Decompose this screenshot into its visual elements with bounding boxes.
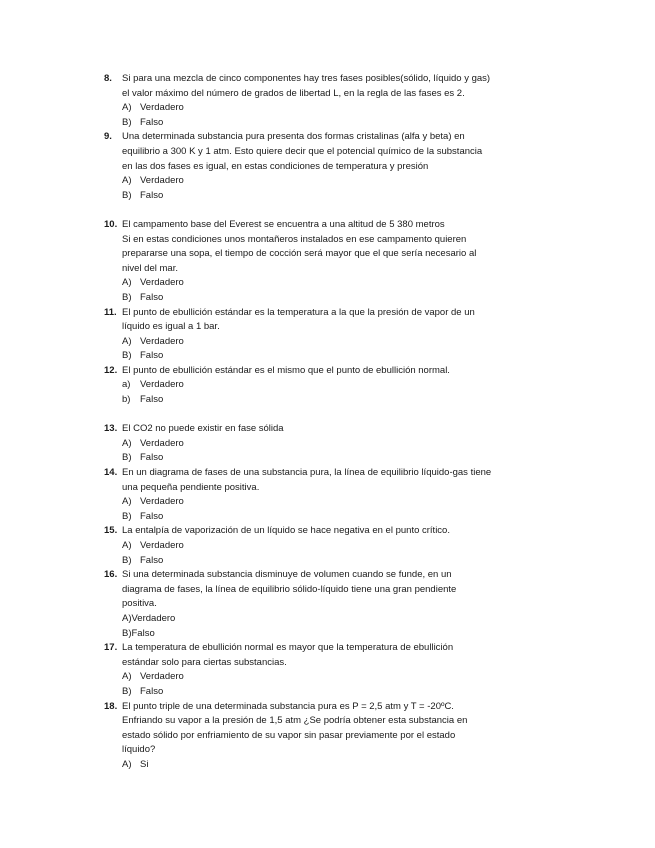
option-letter: A) (122, 612, 132, 624)
option-letter: B) (122, 291, 132, 303)
question-number: 18. (104, 700, 118, 712)
option-label: Verdadero (140, 335, 184, 347)
answer-option (122, 554, 655, 569)
question-text: El campamento base del Everest se encuentra a una altitud de 5 380 metros Si en estas condiciones unos montañeros instalados en ese campamento quieren prepararse una sopa, el tiempo de cocción será mayor que el que sería necesario al nivel del mar. (122, 218, 477, 274)
option-label: Verdadero (140, 437, 184, 449)
option-label: Falso (140, 452, 164, 464)
answer-option (122, 189, 655, 204)
option-letter: A) (122, 277, 132, 289)
question-number: 10. (104, 218, 118, 230)
question-item (0, 466, 655, 524)
question-text: Si para una mezcla de cinco componentes hay tres fases posibles(sólido, líquido y gas) el valor máximo del número de grados de libertad L, en la regla de las fases es 2. (122, 73, 491, 99)
question-text: El punto de ebullición estándar es el mismo que el punto de ebullición normal. (122, 364, 450, 376)
answer-option (122, 612, 655, 627)
option-letter: A) (122, 540, 132, 551)
option-letter: B) (122, 510, 132, 522)
option-label: Falso (140, 685, 164, 697)
question-item (0, 700, 655, 773)
question-item (0, 364, 655, 408)
option-letter: a) (122, 379, 131, 391)
question-text: El punto de ebullición estándar es la temperatura a la que la presión de vapor de un líquido es igual a 1 bar. (122, 306, 475, 333)
option-label: Falso (140, 394, 164, 406)
answer-option (122, 451, 655, 466)
question-item (0, 72, 655, 130)
answer-option (122, 174, 655, 189)
question-item (0, 524, 655, 568)
option-label: Falso (140, 554, 164, 566)
question-text: La temperatura de ebullición normal es mayor que la temperatura de ebullición estándar solo para ciertas substancias. (122, 642, 454, 668)
answer-option (122, 393, 655, 408)
option-label: Falso (140, 189, 164, 201)
question-number: 16. (104, 569, 118, 581)
option-letter: B) (122, 350, 132, 362)
answer-options (122, 101, 655, 130)
answer-option (122, 349, 655, 364)
answer-options (122, 758, 655, 773)
question-text: El CO2 no puede existir en fase sólida (122, 423, 284, 435)
option-letter: B) (122, 685, 132, 697)
question-number: 8. (104, 73, 112, 84)
question-text: El punto triple de una determinada substancia pura es P = 2,5 atm y T = -20ºC. Enfriando su vapor a la presión de 1,5 atm ¿Se podría obtener esta substancia en estado sólido por enfriamiento de su vapor sin pasar previamente por el estado líquido? (122, 700, 468, 756)
option-label: Falso (140, 116, 164, 128)
answer-options (122, 378, 655, 407)
answer-options (122, 174, 655, 203)
answer-options (122, 612, 655, 641)
answer-option (122, 291, 655, 306)
question-number: 11. (104, 306, 117, 318)
option-label: Verdadero (140, 540, 184, 551)
option-label: Falso (140, 291, 164, 303)
option-letter: A) (122, 758, 132, 770)
question-item (0, 641, 655, 699)
question-number: 17. (104, 642, 118, 654)
answer-option (122, 539, 655, 554)
option-letter: B) (122, 452, 132, 464)
spacer (0, 203, 655, 218)
question-number: 13. (104, 423, 118, 435)
question-item (0, 422, 655, 466)
option-label: Verdadero (140, 379, 184, 391)
question-number: 14. (104, 467, 118, 479)
answer-option (122, 627, 655, 642)
question-item (0, 218, 655, 306)
answer-option (122, 437, 655, 452)
answer-option (122, 335, 655, 350)
answer-options (122, 539, 655, 568)
answer-options (122, 495, 655, 524)
option-letter: b) (122, 394, 131, 406)
question-item (0, 306, 655, 364)
answer-option (122, 670, 655, 685)
answer-option (122, 101, 655, 116)
answer-option (122, 510, 655, 525)
option-letter: B) (122, 554, 132, 566)
question-number: 12. (104, 364, 118, 376)
question-item (0, 130, 655, 203)
answer-option (122, 495, 655, 510)
question-text: Si una determinada substancia disminuye de volumen cuando se funde, en un diagrama de fases, la línea de equilibrio sólido-líquido tiene una gran pendiente positiva. (122, 569, 457, 610)
option-letter: A) (122, 175, 132, 187)
option-label: Verdadero (131, 612, 176, 624)
option-label: Verdadero (140, 277, 184, 289)
option-label: Verdadero (140, 496, 184, 508)
option-label: Verdadero (140, 671, 184, 683)
option-label: Falso (131, 627, 155, 639)
answer-option (122, 378, 655, 393)
answer-options (122, 335, 655, 364)
option-label: Verdadero (140, 175, 184, 187)
answer-options (122, 670, 655, 699)
question-text: La entalpía de vaporización de un líquido se hace negativa en el punto crítico. (122, 525, 450, 537)
option-letter: A) (122, 437, 132, 449)
question-text: En un diagrama de fases de una substancia pura, la línea de equilibrio líquido-gas tiene una pequeña pendiente positiva. (122, 467, 492, 493)
answer-option (122, 276, 655, 291)
answer-option (122, 685, 655, 700)
answer-options (122, 276, 655, 305)
option-letter: A) (122, 496, 132, 508)
question-text: Una determinada substancia pura presenta dos formas cristalinas (alfa y beta) en equilibrio a 300 K y 1 atm. Esto quiere decir que el potencial químico de la substancia en las dos fases es igual, en estas condiciones de temperatura y presión (122, 131, 483, 172)
option-letter: B) (122, 627, 132, 639)
option-letter: A) (122, 102, 132, 114)
option-letter: A) (122, 335, 132, 347)
answer-options (122, 437, 655, 466)
spacer (0, 408, 655, 423)
option-letter: B) (122, 189, 132, 201)
option-label: Si (140, 758, 149, 770)
question-number: 9. (104, 131, 112, 143)
option-label: Falso (140, 510, 164, 522)
question-item (0, 568, 655, 641)
question-number: 15. (104, 525, 118, 537)
option-letter: B) (122, 116, 132, 128)
option-letter: A) (122, 671, 132, 683)
option-label: Verdadero (140, 102, 184, 114)
answer-option (122, 758, 655, 773)
option-label: Falso (140, 350, 164, 362)
question-list (0, 72, 655, 773)
answer-option (122, 116, 655, 131)
